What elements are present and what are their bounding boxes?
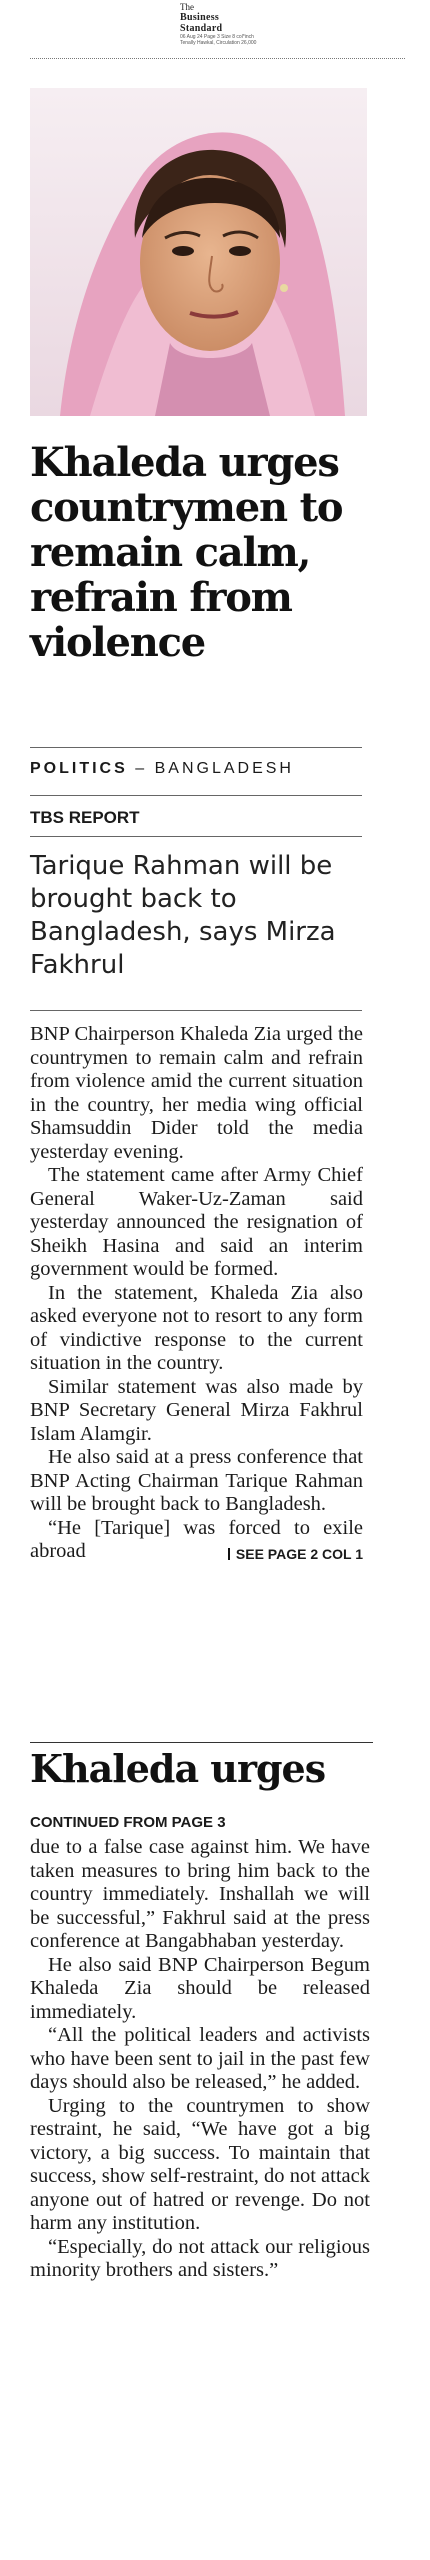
masthead-line3: Standard xyxy=(180,23,223,34)
section-rule-mid xyxy=(30,795,362,796)
byline-rule xyxy=(30,836,362,837)
portrait-illustration xyxy=(30,88,367,416)
portrait-photo xyxy=(30,88,367,416)
section-rule-top xyxy=(30,747,362,748)
masthead xyxy=(180,2,330,46)
continuation-paragraph: Urging to the countrymen to show restraint, he said, “We have got a big victory, a big success. To maintain that success, show self-restraint, do not attack anyone out of hatred or revenge. Do not harm any institution. xyxy=(30,2094,370,2234)
continued-from-label: CONTINUED FROM PAGE 3 xyxy=(30,1814,226,1831)
header-divider xyxy=(30,58,405,59)
byline: TBS REPORT xyxy=(30,808,140,827)
article-paragraph-text: “He [Tarique] was forced to exile abroad xyxy=(30,1516,363,1562)
continuation-rule xyxy=(30,1742,373,1743)
subhead-rule xyxy=(30,1010,362,1011)
masthead-line2: Business xyxy=(180,12,220,23)
article-subhead: Tarique Rahman will be brought back to Bangladesh, says Mirza Fakhrul xyxy=(30,851,336,980)
section-name: POLITICS xyxy=(30,760,128,777)
section-separator: – xyxy=(135,760,148,777)
continuation-body xyxy=(30,1836,370,2283)
continuation-paragraph: “All the political leaders and activists who have been sent to jail in the past few days should also be released,” he added. xyxy=(30,2024,370,2093)
jump-reference xyxy=(210,1543,363,1567)
masthead-meta1: 06 Aug 24 Page 3 Size 8 col*inch xyxy=(180,34,254,40)
article-paragraph-last xyxy=(30,1517,363,1564)
article-body xyxy=(30,1023,363,1567)
masthead-meta2: Tenally Hawkal, Circulation 26,000 xyxy=(180,40,257,46)
continuation-paragraph: He also said BNP Chairperson Begum Khaleda Zia should be released immediately. xyxy=(30,1953,370,2023)
continuation-paragraph: due to a false case against him. We have taken measures to bring him back to the country immediately. Inshallah we will be successful,” Fakhrul said at the press conference at Bangabhaban yesterday. xyxy=(30,1836,370,1952)
article-paragraph: Similar statement was also made by BNP Secretary General Mirza Fakhrul Islam Alamgir. xyxy=(30,1375,363,1445)
jump-label: SEE PAGE 2 COL 1 xyxy=(235,1546,363,1562)
article-paragraph: In the statement, Khaleda Zia also asked everyone not to resort to any form of vindictive response to the current situation in the country. xyxy=(30,1281,363,1374)
section-label xyxy=(30,760,294,778)
subsection-name: BANGLADESH xyxy=(154,760,294,777)
article-paragraph: BNP Chairperson Khaleda Zia urged the countrymen to remain calm and refrain from violence amid the current situation in the country, her media wing official Shamsuddin Dider told the media yesterday evening. xyxy=(30,1023,363,1163)
continuation-paragraph: “Especially, do not attack our religious minority brothers and sisters.” xyxy=(30,2235,370,2281)
article-paragraph: He also said at a press conference that BNP Acting Chairman Tarique Rahman will be brought back to Bangladesh. xyxy=(30,1446,363,1515)
continuation-headline: Khaleda urges xyxy=(30,1746,326,1791)
article-headline: Khaleda urges countrymen to remain calm, refrain from violence xyxy=(30,439,343,666)
masthead-line1: The xyxy=(180,2,194,12)
article-paragraph: The statement came after Army Chief General Waker-Uz-Zaman said yesterday announced the resignation of Sheikh Hasina and said an interim government would be formed. xyxy=(30,1164,363,1280)
jump-bar-icon xyxy=(228,1548,230,1560)
